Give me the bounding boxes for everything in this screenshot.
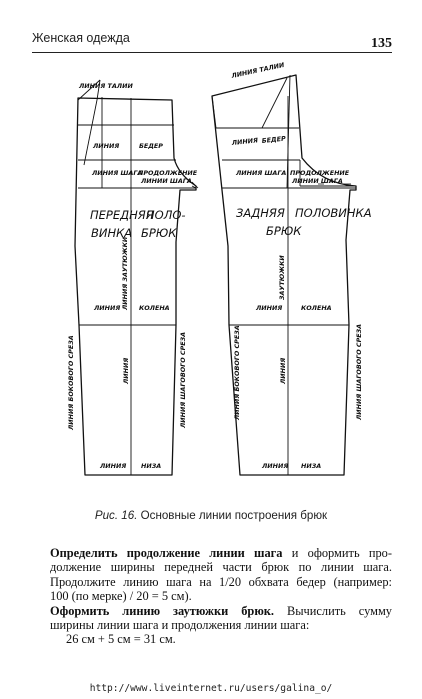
back-side-label: ЛИНИЯ БОКОВОГО СРЕЗА bbox=[233, 325, 241, 420]
front-title-2-left: ВИНКА bbox=[91, 226, 133, 240]
back-hem-right: НИЗА bbox=[301, 462, 322, 470]
front-hip-left: ЛИНИЯ bbox=[93, 142, 120, 150]
front-crotch-ext-1: ПРОДОЛЖЕНИЕ bbox=[138, 169, 198, 177]
back-knee-right: КОЛЕНА bbox=[301, 304, 332, 312]
front-outline bbox=[75, 98, 196, 475]
front-hem-right: НИЗА bbox=[141, 462, 162, 470]
p2-l1-text: Вычислить сумму bbox=[274, 603, 392, 618]
front-crotch-ext-2: ЛИНИИ ШАГА bbox=[141, 177, 192, 185]
back-crease-lower: ЛИНИЯ bbox=[279, 357, 287, 384]
p2-line-1 bbox=[34, 604, 392, 618]
front-title-1-right: ПОЛО- bbox=[146, 208, 186, 222]
back-title-1-left: ЗАДНЯЯ bbox=[236, 206, 285, 220]
front-title-2-right: БРЮК bbox=[141, 226, 177, 240]
front-title-1-left: ПЕРЕДНЯЯ bbox=[90, 208, 154, 222]
back-title-2: БРЮК bbox=[266, 224, 302, 238]
front-hip-right: БЕДЕР bbox=[139, 142, 163, 150]
front-crease-label: ЛИНИЯ ЗАУТЮЖКИ bbox=[121, 236, 129, 310]
page-number: 135 bbox=[371, 36, 392, 51]
front-inseam-label: ЛИНИЯ ШАГОВОГО СРЕЗА bbox=[179, 331, 187, 428]
back-crotch-label: ЛИНИЯ ШАГА bbox=[236, 169, 287, 177]
back-knee-left: ЛИНИЯ bbox=[256, 304, 283, 312]
p1-line-2: должение ширины передней части брюк по линии шага. bbox=[50, 560, 392, 575]
figure-caption bbox=[0, 509, 422, 522]
front-knee-right: КОЛЕНА bbox=[139, 304, 170, 312]
p1-line-4: 100 (по мерке) / 20 = 5 см). bbox=[50, 589, 192, 604]
back-inseam-label: ЛИНИЯ ШАГОВОГО СРЕЗА bbox=[355, 323, 363, 420]
paragraph-1 bbox=[34, 546, 392, 604]
caption-label: Рис. 16. bbox=[94, 509, 138, 522]
p2-line-3: 26 см + 5 см = 31 см. bbox=[66, 632, 176, 647]
p1-line-1 bbox=[34, 546, 392, 560]
p1-bold: Определить продолжение линии шага bbox=[50, 546, 283, 560]
back-hip-right: БЕДЕР bbox=[261, 134, 287, 145]
back-crease-label: ЗАУТЮЖКИ bbox=[278, 255, 286, 300]
p1-line-3: Продолжите линию шага на 1/20 обхвата бедер (например: bbox=[50, 574, 392, 589]
front-waist-label: ЛИНИЯ ТАЛИИ bbox=[79, 82, 133, 90]
trouser-pattern-figure bbox=[0, 60, 422, 490]
p2-line-2: ширины линии шага и продолжения линии шага: bbox=[50, 618, 310, 633]
back-hip-left: ЛИНИЯ bbox=[231, 136, 259, 147]
front-hem-left: ЛИНИЯ bbox=[100, 462, 127, 470]
back-crotch-ext-2: ЛИНИИ ШАГА bbox=[292, 177, 343, 185]
p2-bold: Оформить линию заутюжки брюк. bbox=[50, 603, 275, 618]
body-text bbox=[34, 546, 392, 647]
front-side-label: ЛИНИЯ БОКОВОГО СРЕЗА bbox=[67, 335, 75, 430]
front-crotch-label: ЛИНИЯ ШАГА bbox=[92, 169, 143, 177]
back-hem-left: ЛИНИЯ bbox=[262, 462, 289, 470]
p1-l1-text: и оформить про- bbox=[282, 546, 392, 560]
section-title: Женская одежда bbox=[32, 31, 130, 45]
caption-text: Основные линии построения брюк bbox=[137, 509, 328, 522]
front-knee-left: ЛИНИЯ bbox=[94, 304, 121, 312]
front-crease-lower: ЛИНИЯ bbox=[122, 357, 130, 384]
paragraph-2 bbox=[34, 604, 392, 647]
back-title-1-right: ПОЛОВИНКА bbox=[295, 206, 372, 220]
back-waist-label: ЛИНИЯ ТАЛИИ bbox=[230, 60, 286, 80]
source-url: http://www.liveinternet.ru/users/galina_o/ bbox=[89, 683, 333, 694]
back-crotch-ext-1: ПРОДОЛЖЕНИЕ bbox=[290, 169, 350, 177]
page-header bbox=[32, 30, 392, 53]
